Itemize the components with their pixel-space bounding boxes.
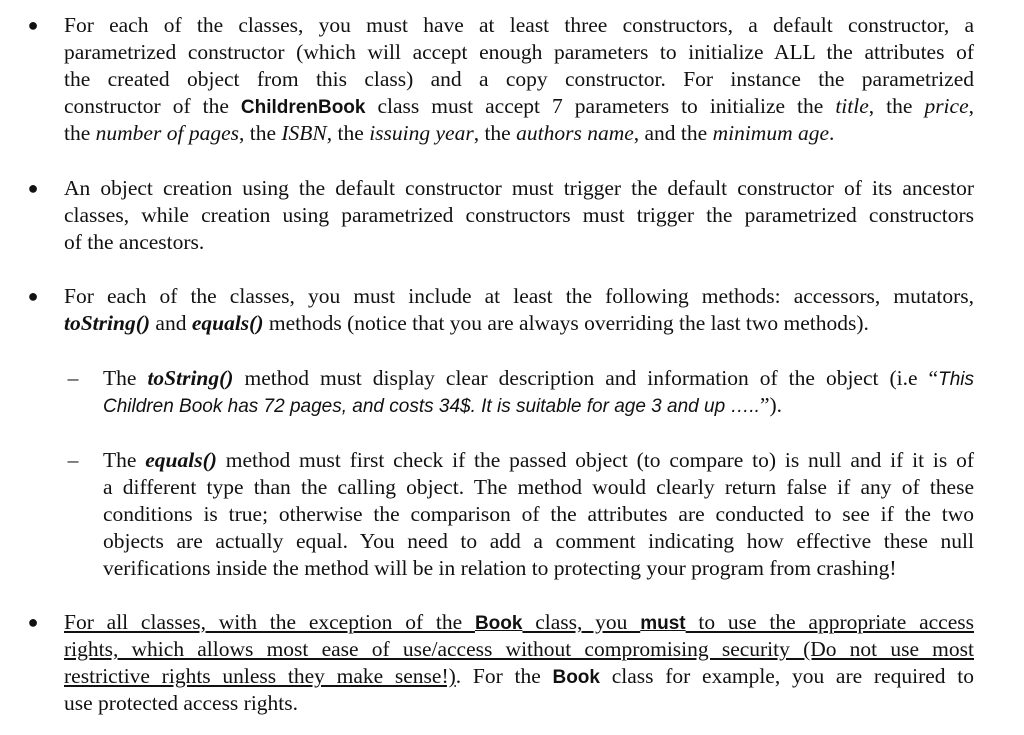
text-run: restrictive rights unless they make sense!) [64,664,456,688]
text-run: to use the appropriate access [685,610,975,634]
text-run: Book [552,667,600,688]
text-run: For each of the classes, you must include at least the following methods: accessors, mutators, [64,284,974,308]
text-line [103,528,974,555]
subrequirement-tostring-text [103,365,974,419]
bullet-icon: ● [27,15,39,35]
text-run: Children Book has 72 pages, and costs 34$. It is suitable for age 3 and up ….. [103,396,760,417]
text-line [64,229,974,256]
text-run: Book [474,613,523,634]
text-run: classes, while creation using parametrized constructors must trigger the parametrized constructors [64,203,974,227]
text-run: of the ancestors. [64,230,205,254]
text-run: parametrized constructor (which will accept enough parameters to initialize ALL the attributes of [64,40,974,64]
text-run: , and the [633,121,713,145]
text-line [64,12,974,39]
text-run: . For the [455,664,553,688]
text-run: equals() [191,311,264,335]
text-run: , the [326,121,370,145]
text-run: class for example, you are required to [599,664,974,688]
text-line [64,66,974,93]
bullet-icon: ● [27,612,39,632]
text-run: issuing year [369,121,474,145]
requirement-methods-text [64,283,974,337]
dash-bullet-icon: – [67,366,79,390]
text-line [64,39,974,66]
requirement-constructor-chaining-text [64,175,974,256]
text-run: The [103,366,148,390]
text-line [64,175,974,202]
text-run: objects are actually equal. You need to add a comment indicating how effective these null [103,529,974,553]
text-line [64,120,974,147]
text-line [64,202,974,229]
text-run: methods (notice that you are always overriding the last two methods). [263,311,869,335]
text-run: ”). [759,393,783,417]
text-run: minimum age [712,121,830,145]
dash-bullet-icon: – [67,448,79,472]
text-run: , the [868,94,925,118]
text-line [64,663,974,690]
text-run: toString() [147,366,234,390]
text-line [64,609,974,636]
text-line [103,447,974,474]
text-run: and [150,311,192,335]
text-run: must [640,613,686,634]
text-run: a different type than the calling object. The method would clearly return false if any of these [103,475,974,499]
text-run: The [103,448,146,472]
text-run: verifications inside the method will be in relation to protecting your program from crashing! [103,556,897,580]
text-run: An object creation using the default constructor must trigger the default constructor of its ancestor [64,176,974,200]
text-line [64,310,974,337]
requirement-access-rights-text [64,609,974,717]
text-line [64,690,974,717]
text-run: the [64,121,96,145]
text-run: number of pages [95,121,239,145]
text-line [103,555,974,582]
text-run: , [968,94,974,118]
text-line [64,93,974,120]
subrequirement-equals-text [103,447,974,582]
text-run: , the [238,121,282,145]
text-run: authors name [516,121,634,145]
text-line [64,283,974,310]
text-run: equals() [145,448,217,472]
text-run: use protected access rights. [64,691,299,715]
text-run: This [938,369,974,390]
text-run: . [829,121,835,145]
text-run: constructor of the [64,94,241,118]
text-run: the created object from this class) and a copy constructor. For instance the parametrized [64,67,974,91]
text-run: title [835,94,869,118]
text-line [64,636,974,663]
text-line [103,501,974,528]
text-line [103,365,974,392]
text-run: For all classes, with the exception of the [64,610,475,634]
text-run: For each of the classes, you must have at least three constructors, a default constructor, a [64,13,974,37]
text-line [103,392,974,419]
bullet-icon: ● [27,178,39,198]
bullet-icon: ● [27,286,39,306]
text-run: rights, which allows most ease of use/access without compromising security (Do not use most [64,637,974,661]
text-run: ISBN [281,121,327,145]
text-run: price [924,94,969,118]
text-run: conditions is true; otherwise the comparison of the attributes are conducted to see if the two [103,502,974,526]
requirement-constructors-text [64,12,974,147]
text-run: toString() [64,311,151,335]
text-run: ChildrenBook [240,97,366,118]
text-run: class must accept 7 parameters to initialize the [365,94,836,118]
text-run: class, you [522,610,641,634]
text-line [103,474,974,501]
text-run: , the [473,121,517,145]
text-run: method must first check if the passed object (to compare to) is null and if it is of [216,448,974,472]
text-run: method must display clear description and information of the object (i.e “ [233,366,939,390]
